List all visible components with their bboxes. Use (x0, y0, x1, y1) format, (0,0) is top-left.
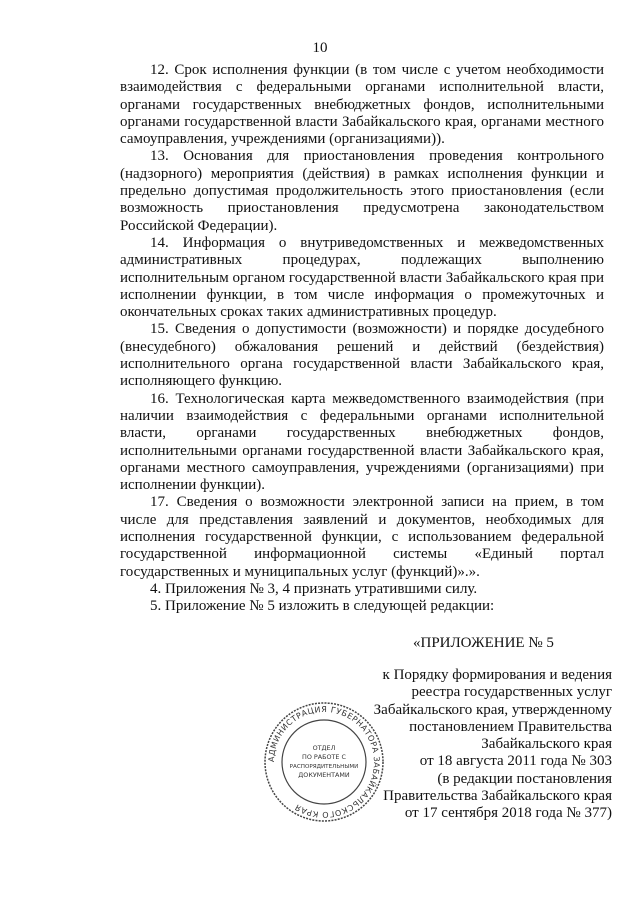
appendix-line: от 17 сентября 2018 года № 377) (404, 805, 612, 822)
stamp-ring-text: АДМИНИСТРАЦИЯ ГУБЕРНАТОРА ЗАБАЙКАЛЬСКОГО КРАЯ (266, 704, 382, 820)
paragraph-point-4: 4. Приложения № 3, 4 признать утратившими силу. (150, 580, 478, 597)
document-body (120, 62, 604, 616)
paragraph-item-16: 16. Технологическая карта межведомственного взаимодействия (при наличии взаимодействия с федеральными органами исполнительной власти, органами государственных внебюджетных фондов, исполнительными органами государственной власти Забайкальского края, органами местного самоуправления, учреждениями (организациями) при исполнении функции). (120, 390, 604, 494)
appendix-line: от 18 августа 2011 года № 303 (419, 753, 612, 770)
paragraph-point-5: 5. Приложение № 5 изложить в следующей редакции: (150, 598, 495, 615)
paragraph-item-15: 15. Сведения о допустимости (возможности) и порядке досудебного (внесудебного) обжалования решений и действий (бездействия) исполнительного органа государственной власти Забайкальского края, исполняющего функцию. (120, 321, 604, 390)
stamp-center-line: ДОКУМЕНТАМИ (298, 771, 350, 779)
paragraph-item-12: 12. Срок исполнения функции (в том числе с учетом необходимости взаимодействия с федеральными органами исполнительной власти, органами государственных внебюджетных фондов, исполнительными органами государственной власти Забайкальского края, органами местного самоуправления, учреждениями (организациями)). (120, 62, 604, 148)
stamp-center-line: ПО РАБОТЕ С (302, 753, 346, 761)
svg-text:АДМИНИСТРАЦИЯ ГУБЕРНАТОРА ЗАБА (267, 705, 381, 819)
appendix-line: Забайкальского края (481, 736, 612, 753)
paragraph-item-14: 14. Информация о внутриведомственных и межведомственных административных процедурах, подлежащих выполнению исполнительным органом государственной власти Забайкальского края при исполнении функции, в том числе информация о промежуточных и окончательных сроках таких административных процедур. (120, 234, 604, 321)
stamp-center-line: РАСПОРЯДИТЕЛЬНЫМИ (289, 764, 359, 770)
appendix-line: реестра государственных услуг (411, 684, 612, 701)
appendix-line: постановлением Правительства (409, 718, 612, 735)
page-number: 10 (312, 40, 328, 56)
appendix-line: (в редакции постановления (437, 770, 612, 787)
paragraph-item-17: 17. Сведения о возможности электронной записи на прием, в том числе для представления заявлений и документов, необходимых для исполнения государственной функции, с использованием федеральной государственной информационной системы «Единый портал государственных и муниципальных услуг (функций)».». (120, 494, 604, 580)
appendix-line: Правительства Забайкальского края (383, 788, 612, 805)
appendix-line: к Порядку формирования и ведения (382, 667, 612, 683)
stamp-center-line: ОТДЕЛ (312, 744, 336, 752)
appendix-reference (352, 667, 612, 823)
paragraph-item-13: 13. Основания для приостановления проведения контрольного (надзорного) мероприятия (действия) в рамках исполнения функции и предельно допустимая продолжительность этого приостановления (если возможность приостановления предусмотрена законодательством Российской Федерации). (120, 148, 604, 234)
official-stamp (262, 700, 386, 824)
appendix-title: «ПРИЛОЖЕНИЕ № 5 (413, 635, 554, 651)
appendix-line: Забайкальского края, утвержденному (373, 701, 612, 718)
